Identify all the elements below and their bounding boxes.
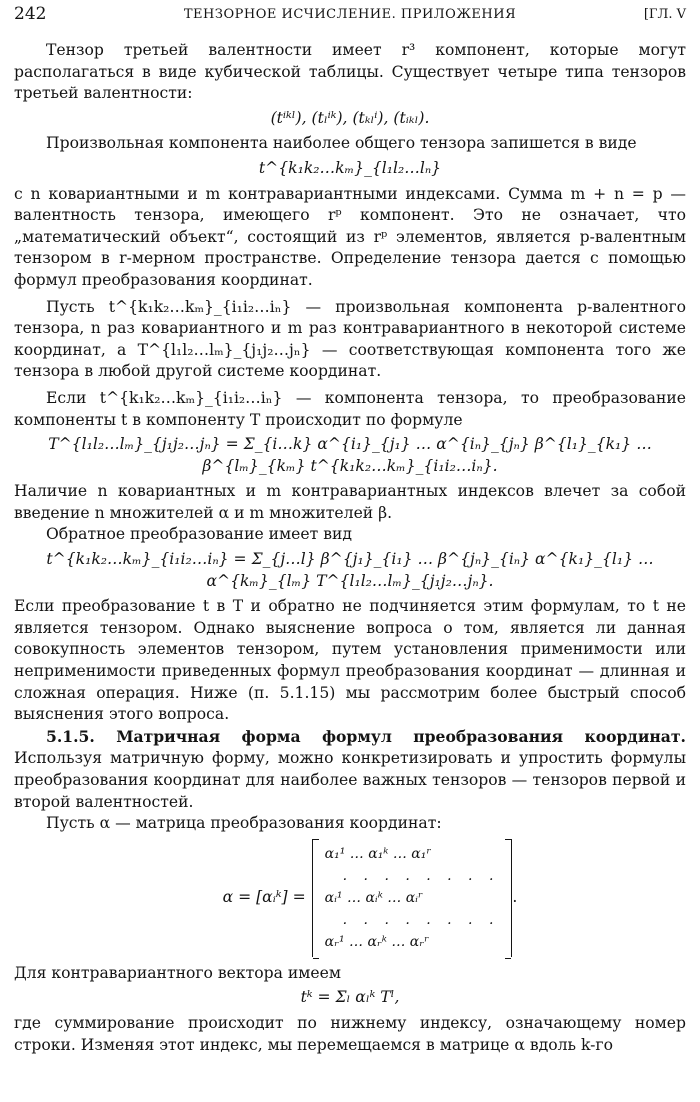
section-title: 5.1.5. Матричная форма формул преобразования координат. — [46, 726, 686, 746]
paragraph-4: Пусть t^{k₁k₂…kₘ}_{i₁i₂…iₙ} — произвольная компонента p-валентного тензора, n раз ковариантного и m раз контравариантного в некоторой системе координат, а T^{l₁l₂…lₘ}_{j₁j₂…jₙ} — соответствующая компонента того же тензора в любой другой системе координат. — [14, 297, 686, 381]
matrix-end: . — [512, 887, 518, 906]
paragraph-2: Произвольная компонента наиболее общего тензора запишется в виде — [46, 134, 637, 153]
paragraph-3: с n ковариантными и m контравариантными индексами. Сумма m + n = p — валентность тензора, имеющего rᵖ компонент. Это не означает, что „математический объект“, состоящий из rᵖ элементов, является p-валентным тензором в r-мерном пространстве. Определение тензора дается с помощью формул преобразования координат. — [14, 184, 686, 289]
page-body — [14, 40, 686, 1056]
matrix-lhs: α = [αᵢᵏ] = — [222, 887, 306, 906]
chapter-label: [ГЛ. V — [643, 7, 686, 22]
paragraph-6: Наличие n ковариантных и m контравариантных индексов влечет за собой введение n множителей α и m множителей β. — [14, 482, 686, 522]
paragraph-8: Если преобразование t в T и обратно не подчиняется этим формулам, то t не является тензором. Однако выяснение вопроса о том, является ли данная совокупность элементов тензором, путем установления применимости или неприменимости приведенных формул преобразования координат — длинная и сложная операция. Ниже (п. 5.1.15) мы рассмотрим более быстрый способ выяснения этого вопроса. — [14, 597, 686, 724]
paragraph-9 — [14, 726, 686, 813]
paragraph-1: Тензор третьей валентности имеет r³ компонент, которые могут располагаться в виде кубической таблицы. Существует четыре типа тензоров третьей валентности: — [14, 41, 686, 103]
matrix-row-dots-2: . . . . . . . . — [342, 911, 500, 928]
equation-inverse-transformation: t^{k₁k₂…kₘ}_{i₁i₂…iₙ} = Σ_{j…l} β^{j₁}_{i₁} … β^{jₙ}_{iₙ} α^{k₁}_{l₁} … α^{kₘ}_{lₘ} T^{l₁l₂…lₘ}_{j₁j₂…jₙ}. — [46, 550, 654, 590]
page-header — [14, 4, 686, 26]
paragraph-7: Обратное преобразование имеет вид — [46, 525, 352, 544]
paragraph-5: Если t^{k₁k₂…kₘ}_{i₁i₂…iₙ} — компонента тензора, то преобразование компоненты t в компоненту T происходит по формуле — [14, 388, 686, 429]
running-head: ТЕНЗОРНОЕ ИСЧИСЛЕНИЕ. ПРИЛОЖЕНИЯ — [183, 7, 517, 22]
matrix-row-i: αᵢ¹ … αᵢᵏ … αᵢʳ — [324, 889, 423, 906]
equation-transformation: T^{l₁l₂…lₘ}_{j₁j₂…jₙ} = Σ_{i…k} α^{i₁}_{j₁} … α^{iₙ}_{jₙ} β^{l₁}_{k₁} … β^{lₘ}_{kₘ} t^{k₁k₂…kₘ}_{i₁i₂…iₙ}. — [48, 435, 652, 475]
paragraph-9-text: Используя матричную форму, можно конкретизировать и упростить формулы преобразования координат для наиболее важных тензоров — тензоров первой и второй валентностей. — [14, 749, 686, 811]
matrix-row-1: α₁¹ … α₁ᵏ … α₁ʳ — [324, 845, 432, 862]
equation-general-tensor: t^{k₁k₂…kₘ}_{l₁l₂…lₙ} — [258, 158, 442, 177]
paragraph-11: Для контравариантного вектора имеем — [14, 963, 341, 982]
page-number: 242 — [14, 4, 47, 24]
matrix-row-r: αᵣ¹ … αᵣᵏ … αᵣʳ — [324, 933, 429, 950]
paragraph-10: Пусть α — матрица преобразования координат: — [46, 814, 442, 833]
transformation-matrix — [312, 839, 513, 957]
equation-contravariant: tᵏ = Σₗ αₗᵏ Tˡ, — [300, 988, 400, 1007]
matrix-row-dots-1: . . . . . . . . — [342, 867, 500, 884]
paragraph-12: где суммирование происходит по нижнему индексу, означающему номер строки. Изменяя этот индекс, мы перемещаемся в матрице α вдоль k-го — [14, 1013, 686, 1054]
equation-tensor-types: (tⁱᵏˡ), (tₗⁱᵏ), (tₖₗⁱ), (tᵢₖₗ). — [270, 108, 430, 127]
matrix-equation — [54, 839, 686, 957]
